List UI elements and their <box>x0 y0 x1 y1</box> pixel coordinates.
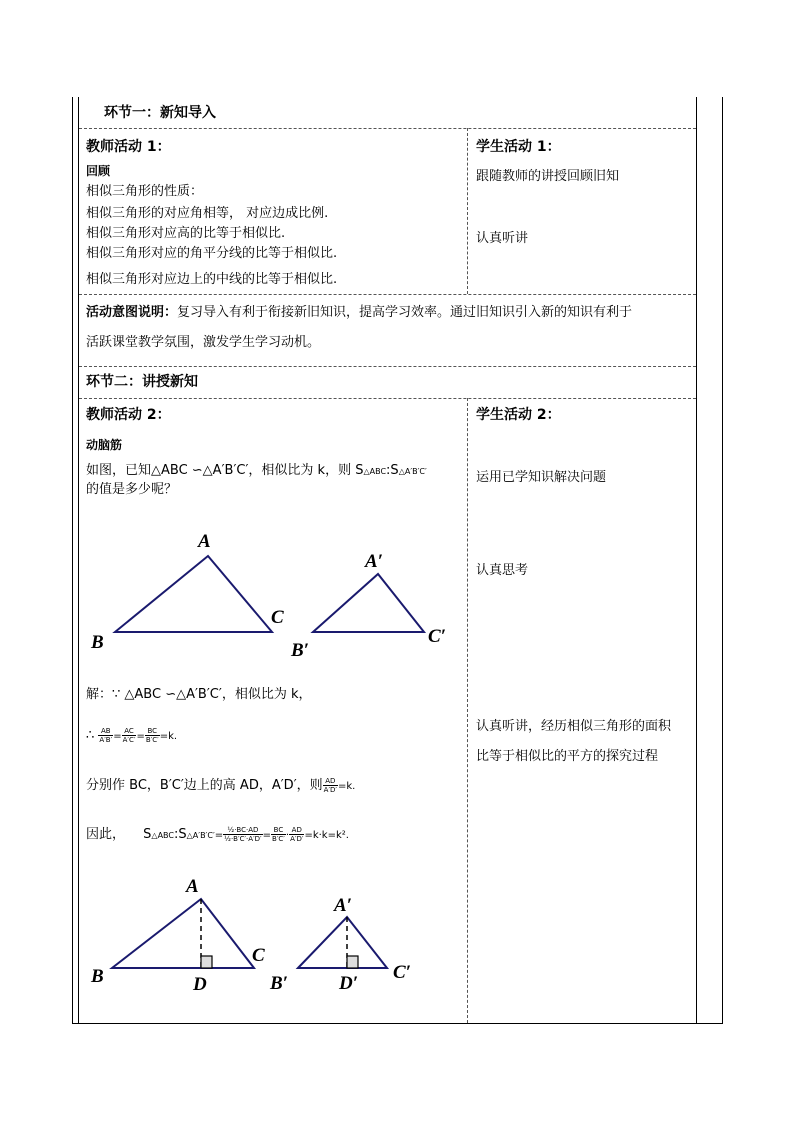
fraction-ab: $\frac{AB}{A'B'}$ <box>99 727 113 744</box>
question-sub-abc-prime: △A′B′C′ <box>398 467 427 476</box>
triangle-abc-prime <box>313 574 424 632</box>
table-border-bottom <box>72 1023 723 1024</box>
teacher-line: 相似三角形的性质： <box>86 184 204 199</box>
column-divider <box>467 128 468 294</box>
heights-text: 分别作 BC，B′C′边上的高 AD，A′D′，则 <box>86 778 323 793</box>
fraction-bc-2: $\frac{BC}{B'C'}$ <box>272 826 285 843</box>
student-line: 认真思考 <box>476 563 529 578</box>
student-activity-1-heading: 学生活动 1： <box>476 139 561 155</box>
section2-title: 环节二：讲授新知 <box>86 374 198 390</box>
label-D-prime: D′ <box>339 973 359 994</box>
question-line-2: 的值是多少呢？ <box>86 482 178 497</box>
teacher-line: 相似三角形的对应角相等， 对应边成比例. <box>86 206 329 221</box>
therefore-symbol: ∴ <box>86 728 95 743</box>
triangle-abc <box>115 556 272 632</box>
row-divider <box>79 366 696 367</box>
label-C-prime: C′ <box>428 626 447 647</box>
row-divider <box>79 294 696 295</box>
triangle-abc-height <box>112 899 254 968</box>
label-C: C <box>271 607 284 628</box>
review-label: 回顾 <box>86 164 111 178</box>
label-A-prime: A′ <box>334 895 353 916</box>
question-text: 如图，已知△ABC ∽△A′B′C′，相似比为 k，则 S <box>86 463 364 478</box>
area-colon: :S <box>173 827 187 842</box>
table-border-left <box>72 97 73 1024</box>
table-border-right <box>696 97 697 1024</box>
fraction-ad-2: $\frac{AD}{A'D'}$ <box>290 826 304 843</box>
student-line: 跟随教师的讲授回顾旧知 <box>476 169 620 184</box>
area-s: S <box>143 827 152 842</box>
student-activity-2-heading: 学生活动 2： <box>476 407 561 423</box>
intent-line-1 <box>86 304 632 322</box>
hence-text: 因此， <box>86 827 126 842</box>
label-C: C <box>252 945 265 966</box>
area-result: =k·k=k². <box>304 830 349 841</box>
area-sub-abc: △ABC <box>151 831 174 840</box>
fraction-area: $\frac{\text{½·BC·AD}}{\text{½·B′C′·A′D′}}$ <box>224 826 262 843</box>
question-colon: :S <box>386 463 399 478</box>
row-divider <box>79 128 696 129</box>
right-angle-mark-prime <box>347 956 358 968</box>
label-A: A <box>198 531 211 552</box>
table-border-left-inner <box>78 97 79 1024</box>
label-D: D <box>193 974 207 995</box>
equals-k: =k. <box>159 731 178 742</box>
teacher-line: 相似三角形对应高的比等于相似比. <box>86 226 286 241</box>
solution-line-1: 解：∵ △ABC ∽△A′B′C′，相似比为 k， <box>86 687 312 702</box>
brainstorm-label: 动脑筋 <box>86 438 123 452</box>
question-line-1 <box>86 462 427 480</box>
student-line: 认真听讲 <box>476 231 529 246</box>
student-line: 运用已学知识解决问题 <box>476 470 607 485</box>
column-divider <box>467 398 468 1023</box>
table-border-right-outer <box>722 97 723 1024</box>
label-B-prime: B′ <box>270 973 289 994</box>
fraction-ad: $\frac{AD}{A'D'}$ <box>323 777 338 794</box>
heights-line <box>86 774 355 798</box>
row-divider <box>79 398 696 399</box>
area-ratio-line: 因此， S△ABC:S△A′B′C′= $\frac{\text{½·BC·AD}}{\text{½·B′C′·A′D′}}$ = $\frac{BC}{B'C'}$ · $\frac{AD}{A'D'}$ =k·k=k². <box>86 826 349 843</box>
student-line: 认真听讲，经历相似三角形的面积 <box>476 719 672 734</box>
label-A: A <box>186 876 199 897</box>
fraction-bc: $\frac{BC}{B'C'}$ <box>145 727 159 744</box>
intent-line-2: 活跃课堂教学氛围，激发学生学习动机。 <box>86 335 321 350</box>
area-sub-abc-prime: △A′B′C′ <box>186 831 215 840</box>
teacher-line: 相似三角形对应边上的中线的比等于相似比. <box>86 272 338 287</box>
teacher-activity-1-heading: 教师活动 1： <box>86 139 171 155</box>
fraction-ac: $\frac{AC}{A'C'}$ <box>122 727 136 744</box>
label-A-prime: A′ <box>365 551 384 572</box>
teacher-activity-2-heading: 教师活动 2： <box>86 407 171 423</box>
label-B-prime: B′ <box>291 640 310 661</box>
right-angle-mark <box>201 956 212 968</box>
intent-text-1: 复习导入有利于衔接新旧知识，提高学习效率。通过旧知识引入新的知识有利于 <box>177 305 633 320</box>
similar-triangles-figure-1 <box>85 522 465 662</box>
label-B: B <box>91 632 104 653</box>
label-B: B <box>91 966 104 987</box>
student-line: 比等于相似比的平方的探究过程 <box>476 749 659 764</box>
similar-triangles-figure-2 <box>85 872 465 1002</box>
question-sub-abc: △ABC <box>363 467 387 476</box>
equals-k: =k. <box>338 781 356 792</box>
label-C-prime: C′ <box>393 962 412 983</box>
triangle-abc-prime-height <box>298 917 387 968</box>
ratio-equation: ∴ $\frac{AB}{A'B'}$ = $\frac{AC}{A'C'}$ = $\frac{BC}{B'C'}$ =k. <box>86 727 178 744</box>
teacher-line: 相似三角形对应的角平分线的比等于相似比. <box>86 246 338 261</box>
intent-label: 活动意图说明： <box>86 305 178 320</box>
section1-title: 环节一：新知导入 <box>104 105 216 121</box>
